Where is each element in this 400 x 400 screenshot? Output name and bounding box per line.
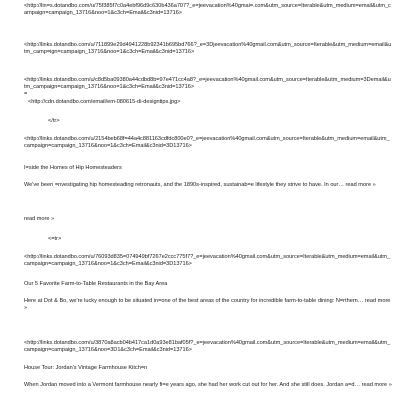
html-tag-text: </tr> — [48, 118, 60, 124]
article-title-3: House Tour: Jordan's Vintage Farmhouse Kitch=n — [24, 365, 148, 371]
link-4[interactable]: <http://links.dotandbo.com/u/2154beb68f=44a4c881163cdfdc800e0?_e=jeevacation%40gmail.com&utm_source=Iterable&utm_medium=email&utm_campaign=campaign_13716&noo=1&c3ch=Email&c3nid=3D13716> — [24, 136, 390, 150]
article-excerpt-2: Here at Dot & Bo, we're lucky enough to be situated in=one of the best areas of the country for incredible farm-to-table dining: N=rthern… read more » — [24, 298, 392, 312]
link-5[interactable]: <http://links.dotandbo.com/u/76093d835=074949bf7267e2ccc775f7?_e=jeevacation%40gmail.com&utm_source=Iterable&utm_medium=email&utm_campaign=campaign_13716&noo=1&c3ch=Email&c3nid=3D13716> — [24, 254, 391, 268]
image-link[interactable]: <http://cdn.dotandbo.com/email/em-080615-di-designtips.jpg> — [28, 99, 181, 105]
read-more-link[interactable]: read more » — [24, 216, 55, 222]
article-title: I=side the Homes of Hip Homesteaders — [24, 165, 122, 171]
html-tag-text-2: <=tr> — [48, 236, 62, 242]
article-title-2: Our 5 Favorite Farm-to-Table Restaurants in the Bay Area — [24, 281, 168, 287]
link-6[interactable]: <http://links.dotandbo.com/u/3870a8acb04b417ca1d0a93e81baf05f?_e=jeevacation%40gmail.com&utm_source=Iterable&utm_medium=email&utm_campaign=campaign_13716&noo=3D1&c3ch=Email&c3nid=13716> — [24, 340, 391, 354]
soft-break-marker: = — [24, 91, 28, 97]
link-1[interactable]: <http://lin=s.dotandbo.com/u/75f385f7c0a4ebf96d9c630b436a707?_e=jeevacation%40gmai=.com&utm_source=Iterable&utm_medium=email&utm_campaign=campaign_13716&noo=1&c3ch=Email&c3nid=13716> — [24, 3, 391, 17]
link-3[interactable]: <http://links.dotandbo.com/u/c8d5ba09380a44cdbd8b=97e471cc4a8?_e=jeevacation%40gmail.com&utm_source=Iterable&utm_medium=3Demail&utm_campaign=campaign_13716&noo=1&c3ch=Email&c3nid=13716> — [24, 77, 391, 91]
article-excerpt-3: When Jordan moved into a Vermont farmhouse nearly fi=e years ago, she had her work cut out for her. And she still does. Jordan a=d… read more » — [24, 382, 392, 388]
article-excerpt: We've been =nvestigating hip homesteading retronauts, and the 1890s-inspired, sustainab=e lifestyle they strive to have. In our… read more » — [24, 182, 376, 188]
link-2[interactable]: <http://links.dotandbo.com/u/711899e29d4941228b92341b695bd766?_e=3Djeevacation%40gmail.com&utm_source=Iterable&utm_medium=email&utm_camp=ign=campaign_13716&noo=1&c3ch=Email&c3nid=13716> — [24, 42, 392, 56]
